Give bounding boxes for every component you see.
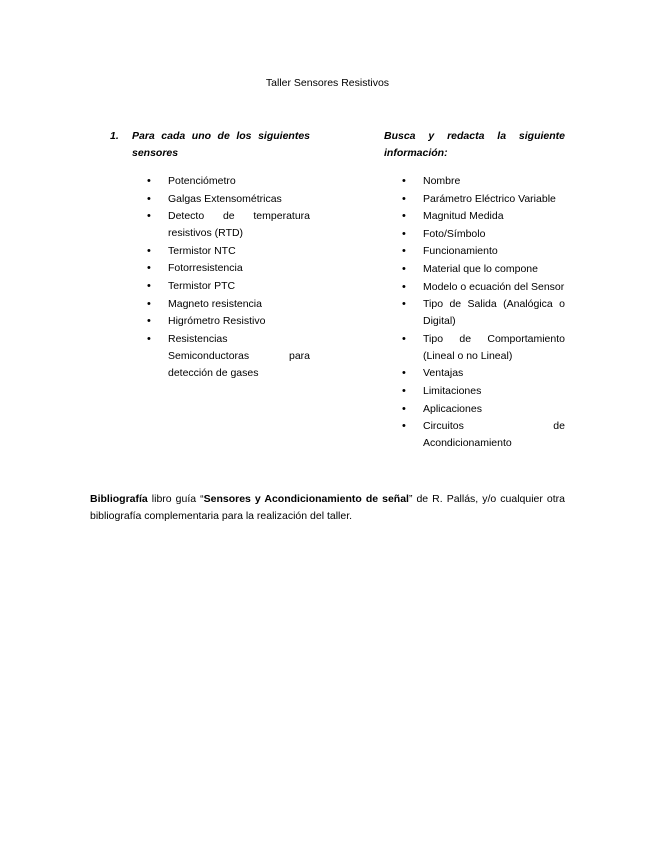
info-item-text: Magnitud Medida (423, 210, 504, 223)
sensor-item-text: Higrómetro Resistivo (168, 315, 266, 328)
bullet-icon: • (147, 175, 151, 187)
sensor-list-column (108, 128, 310, 382)
info-item (384, 243, 565, 260)
sensor-item (108, 296, 310, 313)
bullet-icon: • (147, 279, 151, 292)
sensor-item-text: Resistencias Semiconductoras para detección de gases (168, 332, 310, 379)
bullet-icon: • (147, 315, 151, 328)
bibliography-text-2: ” de R. Pallás, y/o cualquier otra bibliografía complementaria para la realización del taller. (90, 493, 565, 522)
info-item-text: Parámetro Eléctrico Variable (423, 192, 556, 205)
bibliography-paragraph (90, 491, 565, 525)
sensor-item-text: Detecto de temperatura resistivos (RTD) (168, 210, 310, 240)
sensor-item (108, 278, 310, 295)
info-item-text: Nombre (423, 175, 461, 187)
bullet-icon: • (147, 244, 151, 257)
bullet-icon: • (147, 192, 151, 205)
bibliography-label: Bibliografía (90, 493, 148, 505)
sensor-item (108, 191, 310, 208)
info-item-text: Modelo o ecuación del Sensor (423, 280, 565, 293)
sensor-item (108, 173, 310, 190)
bullet-icon: • (402, 245, 406, 258)
info-item (384, 173, 565, 190)
bullet-icon: • (402, 402, 406, 415)
sensor-list (108, 173, 310, 382)
info-item (384, 383, 565, 400)
bullet-icon: • (402, 384, 406, 397)
bullet-icon: • (402, 227, 406, 240)
sensor-item-text: Potenciómetro (168, 175, 236, 187)
info-item (384, 208, 565, 225)
sensor-item (108, 208, 310, 242)
info-item-text: Tipo de Comportamiento (Lineal o no Lineal) (423, 332, 565, 362)
info-item-text: Foto/Símbolo (423, 227, 486, 240)
bullet-icon: • (402, 210, 406, 223)
sensor-item-text: Magneto resistencia (168, 297, 262, 310)
sensor-item-text: Termistor PTC (168, 279, 236, 292)
sensor-item-text: Fotorresistencia (168, 262, 243, 275)
bullet-icon: • (402, 192, 406, 205)
bullet-icon: • (147, 262, 151, 275)
bullet-icon: • (402, 280, 406, 293)
info-item-text: Circuitos de Acondicionamiento (423, 420, 565, 450)
left-heading (108, 128, 310, 162)
right-heading: Busca y redacta la siguiente información: (384, 130, 565, 159)
info-item-text: Limitaciones (423, 384, 482, 397)
info-item (384, 331, 565, 365)
sensor-item (108, 313, 310, 330)
info-item-text: Tipo de Salida (Analógica o Digital) (423, 298, 565, 328)
bullet-icon: • (402, 175, 406, 187)
info-item (384, 296, 565, 330)
info-item-text: Ventajas (423, 367, 464, 380)
bullet-icon: • (402, 420, 406, 433)
info-item (384, 191, 565, 208)
bibliography-text-1: libro guía “ (147, 493, 204, 505)
list-number: 1. (110, 130, 119, 142)
bullet-icon: • (147, 332, 151, 345)
info-item (384, 226, 565, 243)
info-item-text: Material que lo compone (423, 262, 538, 275)
bullet-icon: • (147, 210, 151, 223)
bullet-icon: • (147, 297, 151, 310)
info-item-text: Aplicaciones (423, 402, 482, 415)
bullet-icon: • (402, 332, 406, 345)
book-title: Sensores y Acondicionamiento de señal (203, 493, 409, 505)
info-list (384, 173, 565, 452)
sensor-item-text: Galgas Extensométricas (168, 192, 282, 205)
bullet-icon: • (402, 367, 406, 380)
sensor-item-text: Termistor NTC (168, 244, 236, 257)
document-title: Taller Sensores Resistivos (265, 77, 390, 89)
left-heading-text: Para cada uno de los siguientes sensores (132, 130, 310, 159)
info-list-column (384, 128, 565, 453)
bullet-icon: • (402, 298, 406, 311)
info-item (384, 401, 565, 418)
info-item (384, 261, 565, 278)
sensor-item (108, 243, 310, 260)
info-item (384, 365, 565, 382)
info-item-text: Funcionamiento (423, 245, 498, 258)
sensor-item (108, 260, 310, 277)
info-item (384, 279, 565, 296)
info-item (384, 418, 565, 452)
sensor-item (108, 331, 310, 382)
bullet-icon: • (402, 262, 406, 275)
